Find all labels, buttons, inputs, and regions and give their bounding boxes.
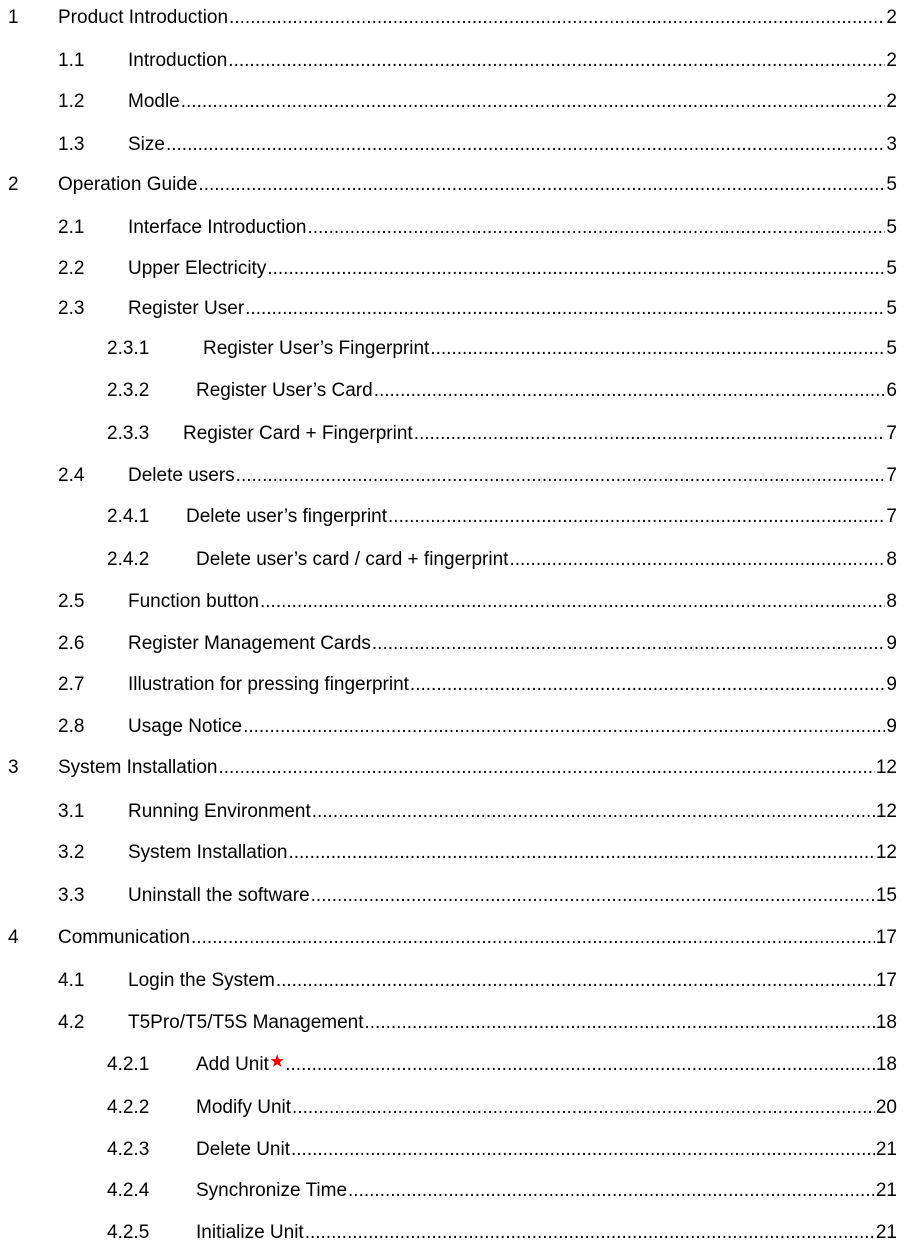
toc-entry[interactable] <box>0 1137 897 1163</box>
toc-entry[interactable] <box>0 925 897 951</box>
toc-entry-page-number: 9 <box>886 716 897 737</box>
dot-leader <box>430 336 885 362</box>
toc-entry-title: Initialize Unit <box>196 1222 304 1243</box>
toc-entry-page-number: 9 <box>886 633 897 654</box>
toc-entry-number: 2.4 <box>58 465 85 486</box>
toc-entry-page-number: 15 <box>875 885 897 906</box>
toc-entry-title: Communication <box>58 927 190 948</box>
toc-entry[interactable] <box>0 132 897 158</box>
star-icon <box>270 1048 284 1074</box>
toc-entry-page-number: 2 <box>886 50 897 71</box>
dot-leader <box>308 215 886 241</box>
toc-entry-number: 1.3 <box>58 134 85 155</box>
dot-leader <box>228 48 885 74</box>
dot-leader <box>410 672 886 698</box>
toc-entry-title: Register Card + Fingerprint <box>183 423 413 444</box>
toc-entry-number: 1.2 <box>58 91 85 112</box>
toc-entry-number: 3.1 <box>58 801 85 822</box>
toc-entry-title: T5Pro/T5/T5S Management <box>128 1012 364 1033</box>
toc-entry[interactable] <box>0 504 897 530</box>
toc-entry-title: Modify Unit <box>196 1097 292 1118</box>
toc-entry-number: 3.2 <box>58 842 85 863</box>
dot-leader <box>245 296 885 322</box>
toc-entry[interactable] <box>0 799 897 825</box>
toc-entry-page-number: 21 <box>875 1180 897 1201</box>
toc-entry-number: 1.1 <box>58 50 85 71</box>
toc-entry-page-number: 5 <box>886 217 897 238</box>
toc-entry-number: 4.2.2 <box>107 1097 150 1118</box>
toc-entry-number: 2.3.3 <box>107 423 150 444</box>
dot-leader <box>292 1095 875 1121</box>
toc-entry-title: Modle <box>128 91 180 112</box>
toc-entry-page-number: 5 <box>886 258 897 279</box>
toc-entry-page-number: 7 <box>886 465 897 486</box>
toc-entry-title: Usage Notice <box>128 716 243 737</box>
toc-entry[interactable] <box>0 755 897 781</box>
toc-entry-title: Register User <box>128 298 245 319</box>
toc-entry-title: Size <box>128 134 165 155</box>
toc-entry[interactable] <box>0 672 897 698</box>
toc-entry[interactable] <box>0 256 897 282</box>
toc-entry[interactable] <box>0 589 897 615</box>
toc-entry-page-number: 21 <box>875 1222 897 1243</box>
toc-entry-number: 2.4.2 <box>107 549 150 570</box>
dot-leader <box>414 421 886 447</box>
toc-entry[interactable] <box>0 840 897 866</box>
toc-entry-number: 4.2.1 <box>107 1054 150 1075</box>
toc-entry-title: Running Environment <box>128 801 311 822</box>
toc-entry-number: 2.5 <box>58 591 85 612</box>
toc-entry[interactable] <box>0 463 897 489</box>
toc-entry-number: 2.3 <box>58 298 85 319</box>
toc-entry[interactable] <box>0 215 897 241</box>
toc-entry[interactable] <box>0 1095 897 1121</box>
toc-entry-title: Register User’s Card <box>196 380 373 401</box>
toc-entry-page-number: 12 <box>875 757 897 778</box>
dot-leader <box>348 1178 875 1204</box>
toc-entry-title: Delete user’s card / card + fingerprint <box>196 549 509 570</box>
dot-leader <box>288 840 874 866</box>
toc-entry-number: 4.2.3 <box>107 1139 150 1160</box>
toc-entry[interactable] <box>0 421 897 447</box>
toc-entry[interactable] <box>0 714 897 740</box>
toc-entry-title: Add Unit <box>196 1054 269 1075</box>
toc-entry[interactable] <box>0 1220 897 1246</box>
dot-leader <box>191 925 875 951</box>
toc-entry-number: 1 <box>8 7 19 28</box>
dot-leader <box>388 504 885 530</box>
toc-entry-page-number: 6 <box>886 380 897 401</box>
toc-entry-page-number: 8 <box>886 591 897 612</box>
toc-entry-number: 4.1 <box>58 970 85 991</box>
toc-entry[interactable] <box>0 89 897 115</box>
toc-entry[interactable] <box>0 883 897 909</box>
toc-entry-number: 2.3.2 <box>107 380 150 401</box>
toc-entry-title: Delete Unit <box>196 1139 290 1160</box>
toc-entry-number: 4 <box>8 927 19 948</box>
toc-entry-page-number: 21 <box>875 1139 897 1160</box>
dot-leader <box>236 463 886 489</box>
dot-leader <box>312 799 875 825</box>
dot-leader <box>218 755 874 781</box>
toc-entry-page-number: 18 <box>875 1054 897 1075</box>
toc-entry[interactable] <box>0 547 897 573</box>
toc-entry[interactable] <box>0 172 897 198</box>
toc-entry-page-number: 2 <box>886 7 897 28</box>
toc-entry-title: Uninstall the software <box>128 885 310 906</box>
toc-entry-number: 3.3 <box>58 885 85 906</box>
toc-entry[interactable] <box>0 336 897 362</box>
dot-leader <box>509 547 885 573</box>
dot-leader <box>260 589 885 615</box>
toc-entry-page-number: 3 <box>886 134 897 155</box>
dot-leader <box>372 631 886 657</box>
dot-leader <box>291 1137 875 1163</box>
toc-entry-page-number: 20 <box>875 1097 897 1118</box>
dot-leader <box>305 1220 875 1246</box>
toc-entry[interactable] <box>0 296 897 322</box>
toc-entry-page-number: 5 <box>886 298 897 319</box>
toc-entry-title: Delete user’s fingerprint <box>186 506 388 527</box>
toc-entry-number: 4.2.4 <box>107 1180 150 1201</box>
toc-entry-title: Interface Introduction <box>128 217 307 238</box>
toc-entry-number: 2.2 <box>58 258 85 279</box>
toc-entry-number: 2 <box>8 174 19 195</box>
toc-entry-page-number: 12 <box>875 801 897 822</box>
toc-entry[interactable] <box>0 1010 897 1036</box>
toc-entry-number: 2.1 <box>58 217 85 238</box>
dot-leader <box>198 172 885 198</box>
toc-entry-number: 2.7 <box>58 674 85 695</box>
toc-entry-title: Operation Guide <box>58 174 198 195</box>
toc-entry-number: 4.2 <box>58 1012 85 1033</box>
dot-leader <box>285 1052 875 1078</box>
toc-entry-title: Upper Electricity <box>128 258 267 279</box>
toc-entry-title: Synchronize Time <box>196 1180 348 1201</box>
toc-entry-page-number: 5 <box>886 338 897 359</box>
dot-leader <box>374 378 886 404</box>
toc-entry-title: Register User’s Fingerprint <box>203 338 430 359</box>
toc-entry-number: 4.2.5 <box>107 1222 150 1243</box>
toc-entry[interactable] <box>0 378 897 404</box>
toc-entry-title: Illustration for pressing fingerprint <box>128 674 409 695</box>
toc-entry-page-number: 8 <box>886 549 897 570</box>
toc-entry-number: 2.4.1 <box>107 506 150 527</box>
dot-leader <box>166 132 885 158</box>
toc-entry-title: Function button <box>128 591 259 612</box>
toc-entry-page-number: 2 <box>886 91 897 112</box>
dot-leader <box>365 1010 875 1036</box>
toc-entry-page-number: 17 <box>875 927 897 948</box>
toc-entry-number: 3 <box>8 757 19 778</box>
toc-entry[interactable] <box>0 5 897 31</box>
dot-leader <box>276 968 875 994</box>
toc-entry-title: System Installation <box>58 757 218 778</box>
toc-entry-title: Introduction <box>128 50 228 71</box>
toc-entry-page-number: 18 <box>875 1012 897 1033</box>
dot-leader <box>181 89 886 115</box>
toc-entry[interactable] <box>0 968 897 994</box>
toc-entry-number: 2.6 <box>58 633 85 654</box>
dot-leader <box>229 5 885 31</box>
toc-entry-page-number: 12 <box>875 842 897 863</box>
toc-entry-page-number: 5 <box>886 174 897 195</box>
toc-entry-title: Delete users <box>128 465 235 486</box>
toc-entry-title: Login the System <box>128 970 275 991</box>
toc-entry-number: 2.3.1 <box>107 338 150 359</box>
toc-entry-page-number: 7 <box>886 423 897 444</box>
toc-entry-title: Product Introduction <box>58 7 229 28</box>
dot-leader <box>243 714 885 740</box>
toc-entry[interactable] <box>0 48 897 74</box>
toc-entry-number: 2.8 <box>58 716 85 737</box>
dot-leader <box>311 883 875 909</box>
toc-entry-title: System Installation <box>128 842 288 863</box>
toc-entry-page-number: 9 <box>886 674 897 695</box>
toc-entry-page-number: 17 <box>875 970 897 991</box>
toc-entry-title: Register Management Cards <box>128 633 371 654</box>
toc-entry[interactable] <box>0 631 897 657</box>
toc-entry[interactable] <box>0 1052 897 1078</box>
dot-leader <box>267 256 885 282</box>
toc-entry-page-number: 7 <box>886 506 897 527</box>
toc-entry[interactable] <box>0 1178 897 1204</box>
